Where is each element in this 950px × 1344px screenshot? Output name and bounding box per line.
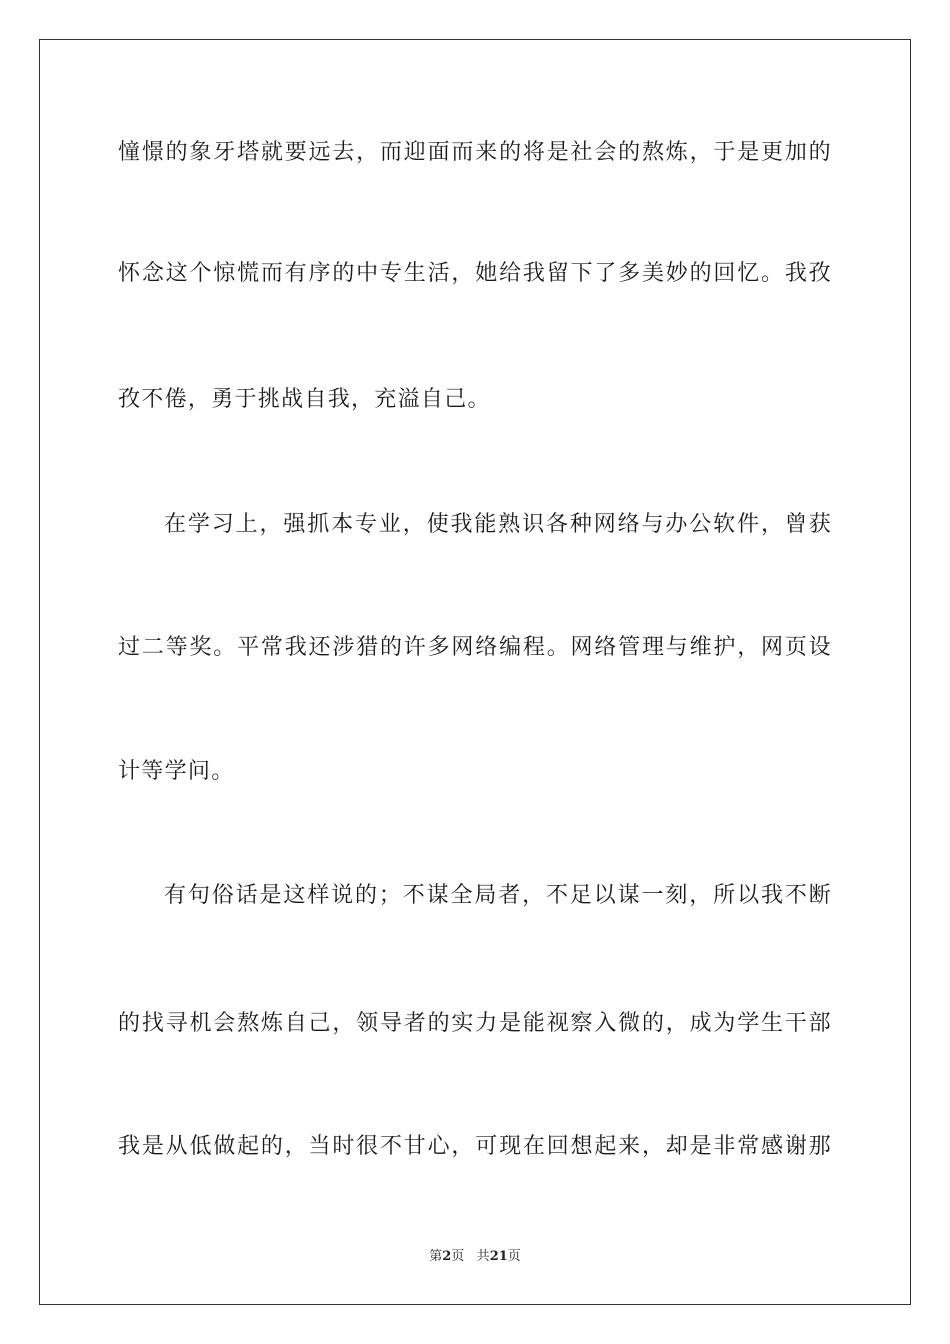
paragraph-line: 憧憬的象牙塔就要远去，而迎面而来的将是社会的熬炼，于是更加的: [118, 140, 832, 165]
paragraph-line: 在学习上，强抓本专业，使我能熟识各种网络与办公软件，曾获: [164, 512, 832, 537]
paragraph-line: 过二等奖。平常我还涉猎的许多网络编程。网络管理与维护，网页设: [118, 635, 832, 660]
page-border: [39, 39, 911, 1305]
page-number: 2: [442, 1249, 452, 1264]
paragraph-line: 有句俗话是这样说的；不谋全局者，不足以谋一刻，所以我不断: [164, 883, 832, 908]
page-suffix: 页: [451, 1249, 465, 1264]
paragraph-line: 的找寻机会熬炼自己，领导者的实力是能视察入微的，成为学生干部: [118, 1011, 832, 1036]
page-prefix: 第: [429, 1249, 443, 1264]
total-pages: 21: [489, 1249, 508, 1264]
paragraph-line: 计等学问。: [118, 759, 235, 784]
paragraph-line: 我是从低做起的，当时很不甘心，可现在回想起来，却是非常感谢那: [118, 1134, 832, 1159]
paragraph-line: 孜不倦，勇于挑战自我，充溢自己。: [118, 387, 491, 412]
total-suffix: 页: [507, 1249, 521, 1264]
paragraph-line: 怀念这个惊慌而有序的中专生活，她给我留下了多美妙的回忆。我孜: [118, 261, 832, 286]
page-footer: [0, 1248, 950, 1266]
total-prefix: 共: [476, 1249, 490, 1264]
